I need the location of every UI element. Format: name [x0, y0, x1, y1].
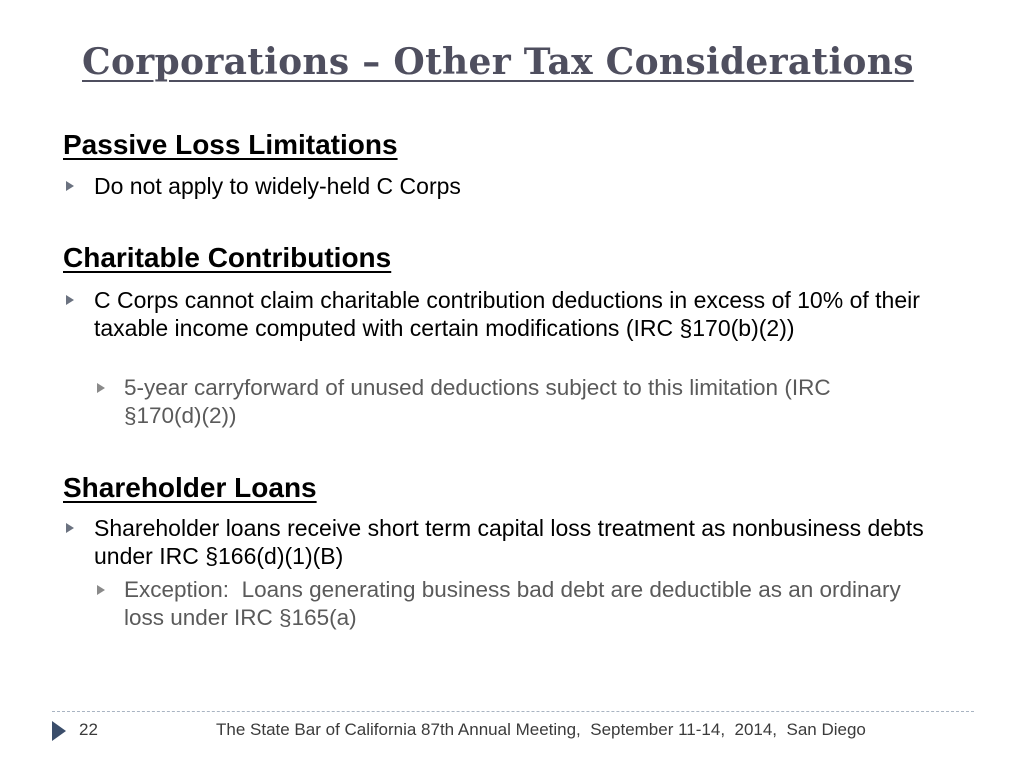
section-heading-charitable: Charitable Contributions	[63, 242, 392, 273]
arrow-bullet-icon	[66, 295, 74, 305]
subbullet-text: 5-year carryforward of unused deductions subject to this limitation (IRC §170(d)(2))	[124, 375, 831, 428]
section-heading-passive-loss: Passive Loss Limitations	[63, 129, 398, 160]
bullet-text: C Corps cannot claim charitable contribution deductions in excess of 10% of their taxable income computed with certain modifications (IRC §170(b)(2))	[94, 287, 920, 341]
bullet-charitable	[94, 286, 964, 342]
subbullet-exception	[124, 576, 924, 632]
bullet-text: Do not apply to widely-held C Corps	[94, 173, 461, 199]
footer-text: The State Bar of California 87th Annual Meeting, September 11-14, 2014, San Diego	[216, 720, 866, 739]
subbullet-carryforward	[124, 374, 914, 430]
bullet-shareholder-loans	[94, 514, 974, 570]
slide-title: Corporations – Other Tax Considerations	[82, 41, 914, 83]
subbullet-text: Exception: Loans generating business bad debt are deductible as an ordinary loss under IRC §165(a)	[124, 577, 908, 630]
bullet-passive-loss	[94, 172, 974, 200]
arrow-subbullet-icon	[97, 383, 105, 393]
bullet-text: Shareholder loans receive short term capital loss treatment as nonbusiness debts under IRC §166(d)(1)(B)	[94, 515, 924, 569]
arrow-subbullet-icon	[97, 585, 105, 595]
arrow-bullet-icon	[66, 523, 74, 533]
section-heading-shareholder-loans: Shareholder Loans	[63, 472, 317, 503]
slide-number: 22	[79, 720, 98, 739]
triangle-marker-icon	[52, 721, 66, 741]
arrow-bullet-icon	[66, 181, 74, 191]
footer-divider	[52, 711, 974, 712]
